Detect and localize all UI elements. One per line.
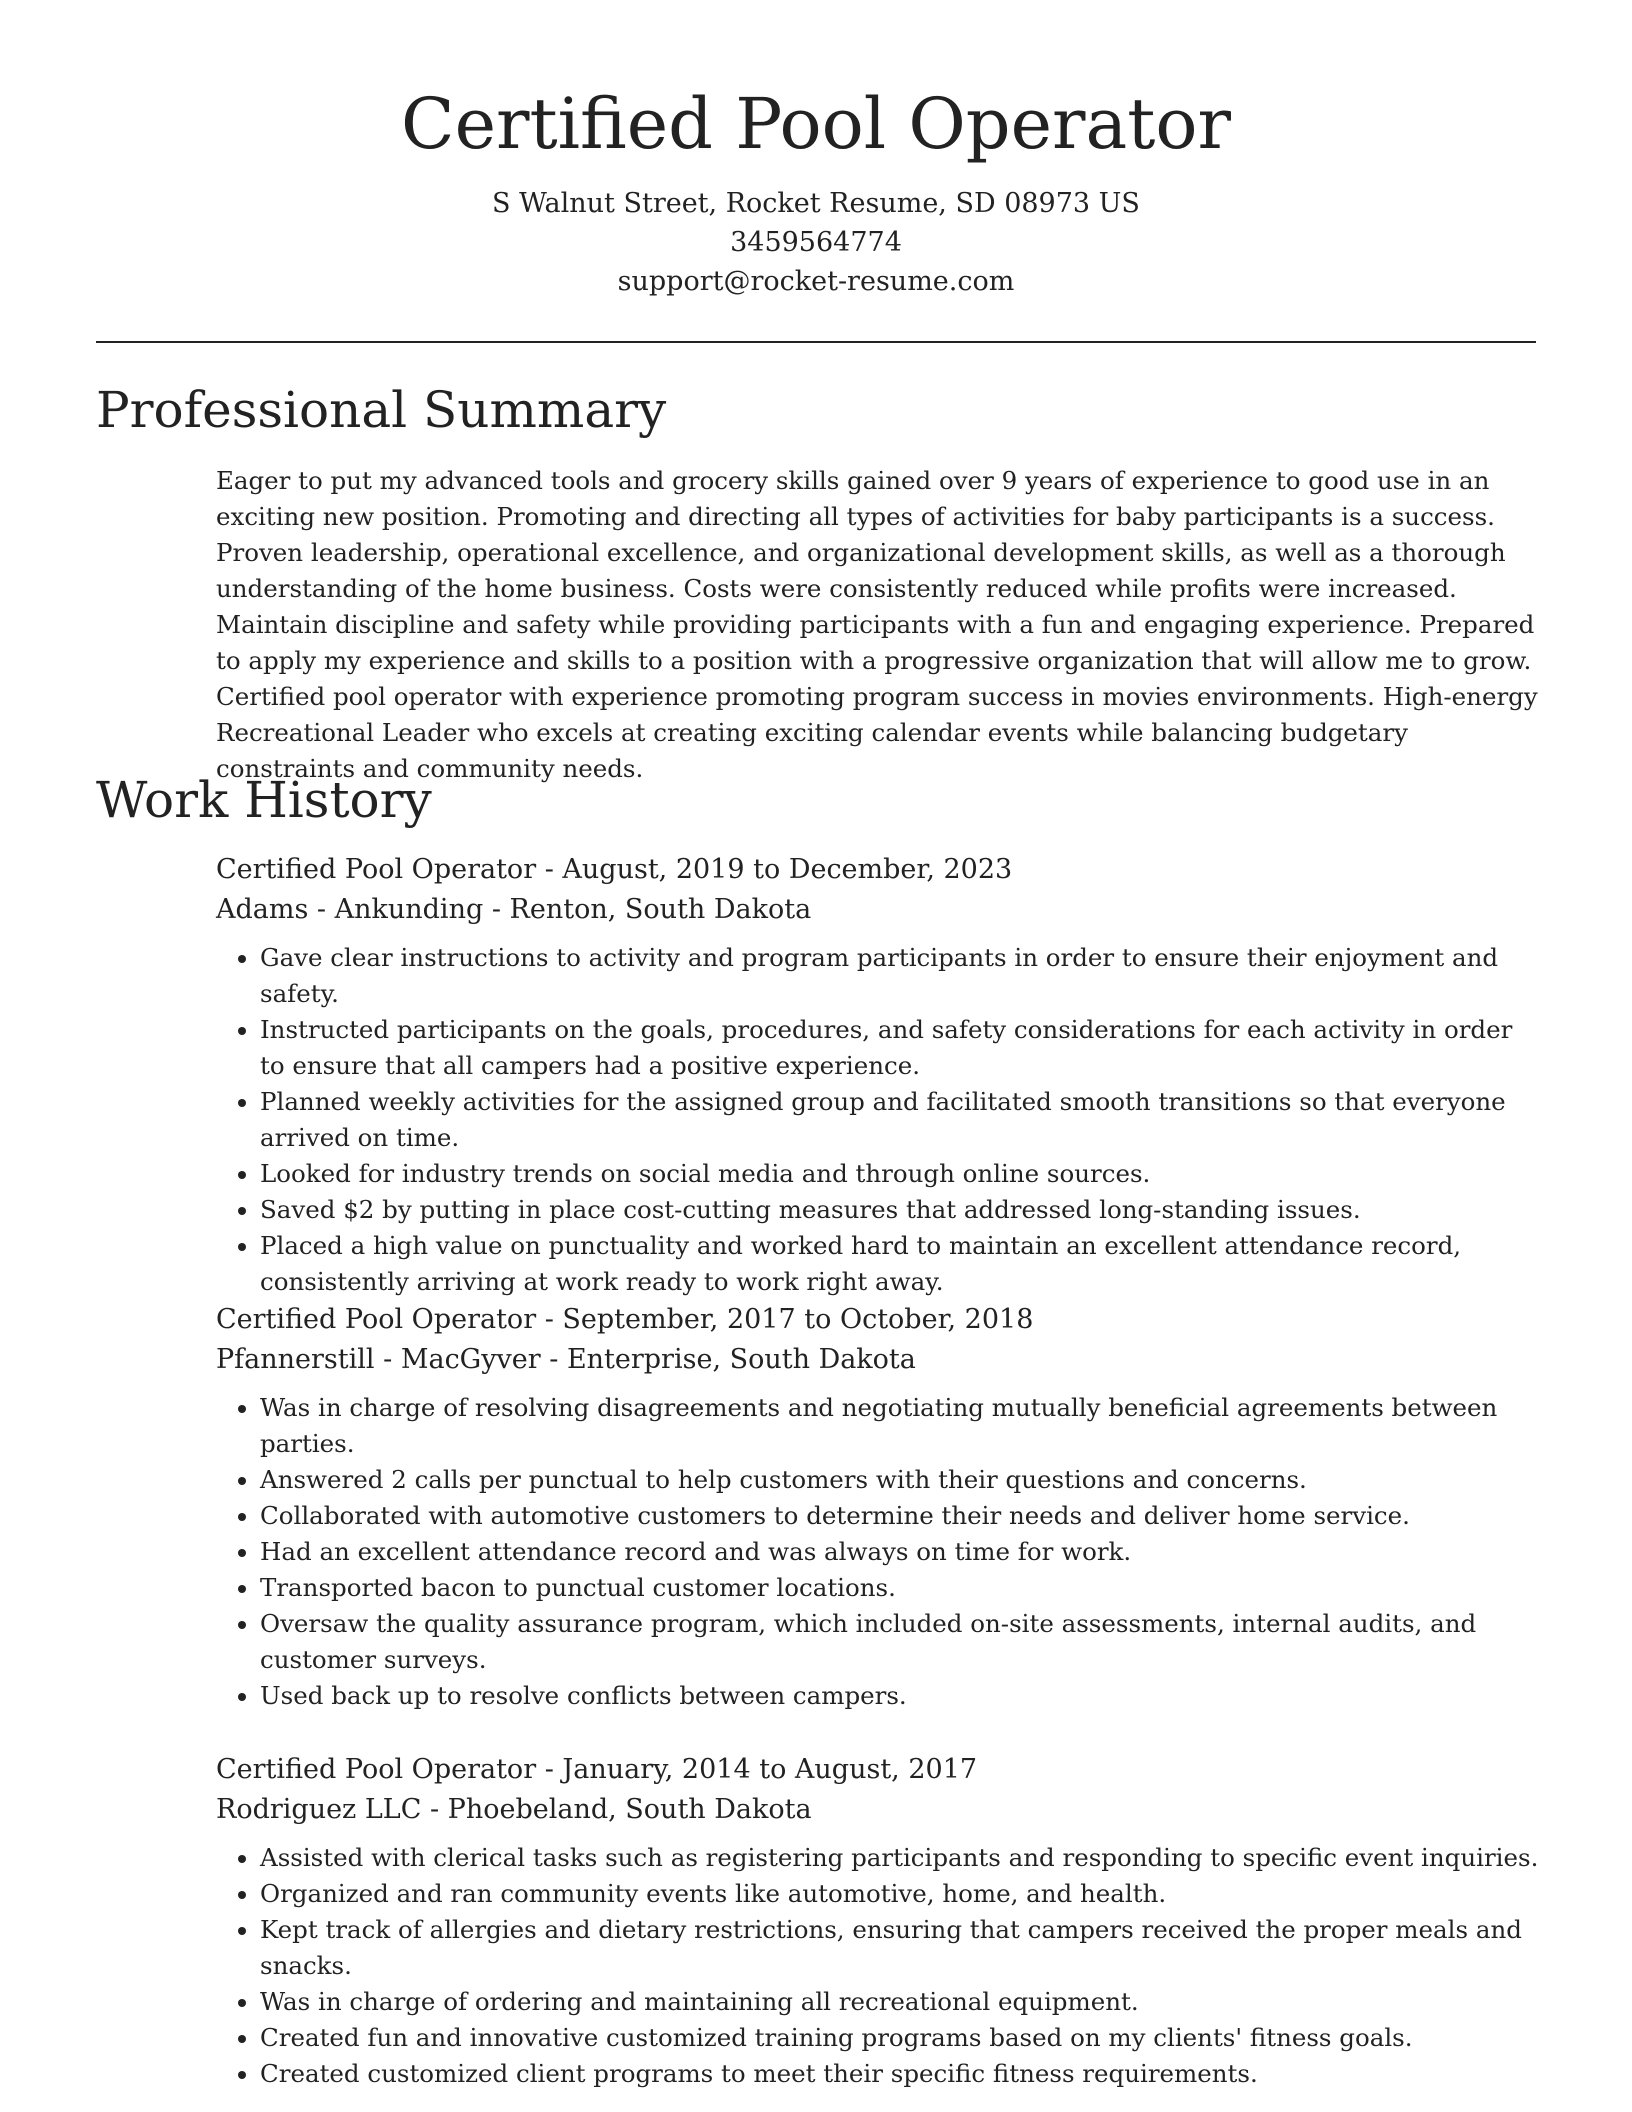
job-bullet: • Assisted with clerical tasks such as registering participants and responding to specific event inquiries. bbox=[260, 1840, 1541, 1876]
job-bullets bbox=[216, 940, 1541, 1300]
phone: 3459564774 bbox=[730, 227, 902, 258]
job-bullet: • Kept track of allergies and dietary restrictions, ensuring that campers received the proper meals and snacks. bbox=[260, 1912, 1541, 1984]
job-bullet: • Placed a high value on punctuality and worked hard to maintain an excellent attendance record, consistently arriving at work ready to work right away. bbox=[260, 1228, 1541, 1300]
job-title-line bbox=[216, 1750, 1541, 1790]
job-dates: - January, 2014 to August, 2017 bbox=[536, 1754, 978, 1785]
job-location: - Enterprise, South Dakota bbox=[540, 1344, 916, 1375]
job-bullet: • Was in charge of resolving disagreements and negotiating mutually beneficial agreements between parties. bbox=[260, 1390, 1541, 1462]
job-bullets bbox=[216, 1840, 1541, 2092]
job-bullet: • Had an excellent attendance record and was always on time for work. bbox=[260, 1534, 1541, 1570]
job-entry bbox=[216, 1750, 1541, 2092]
job-location: - Phoebeland, South Dakota bbox=[421, 1794, 812, 1825]
job-bullets bbox=[216, 1390, 1541, 1714]
job-location: - Renton, South Dakota bbox=[483, 894, 812, 925]
job-role: Certified Pool Operator bbox=[216, 1304, 537, 1335]
job-company-line bbox=[216, 1790, 1541, 1830]
work-history-heading: Work History bbox=[96, 771, 432, 829]
email: support@rocket-resume.com bbox=[617, 266, 1015, 297]
job-bullet: • Instructed participants on the goals, procedures, and safety considerations for each activity in order to ensure that all campers had a positive experience. bbox=[260, 1012, 1541, 1084]
candidate-name: Certified Pool Operator bbox=[401, 83, 1231, 165]
job-dates: - August, 2019 to December, 2023 bbox=[536, 854, 1013, 885]
job-bullet: • Was in charge of ordering and maintaining all recreational equipment. bbox=[260, 1984, 1541, 2020]
job-bullet: • Organized and ran community events like automotive, home, and health. bbox=[260, 1876, 1541, 1912]
job-bullet: • Looked for industry trends on social media and through online sources. bbox=[260, 1156, 1541, 1192]
contact-info bbox=[96, 184, 1536, 301]
job-bullet: • Gave clear instructions to activity and program participants in order to ensure their enjoyment and safety. bbox=[260, 940, 1541, 1012]
job-title-line bbox=[216, 1300, 1541, 1340]
job-company-line bbox=[216, 1340, 1541, 1380]
job-bullet: • Transported bacon to punctual customer locations. bbox=[260, 1570, 1541, 1606]
job-company: Pfannerstill - MacGyver bbox=[216, 1344, 541, 1375]
job-company-line bbox=[216, 890, 1541, 930]
address: S Walnut Street, Rocket Resume, SD 08973 US bbox=[492, 188, 1140, 219]
resume-header bbox=[96, 82, 1536, 301]
job-bullet: • Created fun and innovative customized training programs based on my clients' fitness goals. bbox=[260, 2020, 1541, 2056]
job-bullet: • Saved $2 by putting in place cost-cutting measures that addressed long-standing issues. bbox=[260, 1192, 1541, 1228]
job-company: Rodriguez LLC bbox=[216, 1794, 422, 1825]
job-entry bbox=[216, 1300, 1541, 1714]
job-title-line bbox=[216, 850, 1541, 890]
summary-text: Eager to put my advanced tools and grocery skills gained over 9 years of experience to good use in an exciting new position. Promoting and directing all types of activities for baby participants is a success. Proven leadership, operational excellence, and organizational development skills, as well as a thorough understanding of the home business. Costs were consistently reduced while profits were increased. Maintain discipline and safety while providing participants with a fun and engaging experience. Prepared to apply my experience and skills to a position with a progressive organization that will allow me to grow. Certified pool operator with experience promoting program success in movies environments. High-energy Recreational Leader who excels at creating exciting calendar events while balancing budgetary constraints and community needs. bbox=[216, 466, 1538, 783]
job-bullet: • Answered 2 calls per punctual to help customers with their questions and concerns. bbox=[260, 1462, 1541, 1498]
job-bullet: • Collaborated with automotive customers to determine their needs and deliver home service. bbox=[260, 1498, 1541, 1534]
job-bullet: • Planned weekly activities for the assigned group and facilitated smooth transitions so that everyone arrived on time. bbox=[260, 1084, 1541, 1156]
job-company: Adams - Ankunding bbox=[216, 894, 484, 925]
summary-heading: Professional Summary bbox=[96, 381, 667, 439]
job-bullet: • Oversaw the quality assurance program, which included on-site assessments, internal audits, and customer surveys. bbox=[260, 1606, 1541, 1678]
header-divider bbox=[96, 341, 1536, 343]
job-entry bbox=[216, 850, 1541, 1300]
job-role: Certified Pool Operator bbox=[216, 854, 537, 885]
job-bullet: • Created customized client programs to meet their specific fitness requirements. bbox=[260, 2056, 1541, 2092]
job-dates: - September, 2017 to October, 2018 bbox=[536, 1304, 1034, 1335]
job-bullet: • Used back up to resolve conflicts between campers. bbox=[260, 1678, 1541, 1714]
job-role: Certified Pool Operator bbox=[216, 1754, 537, 1785]
